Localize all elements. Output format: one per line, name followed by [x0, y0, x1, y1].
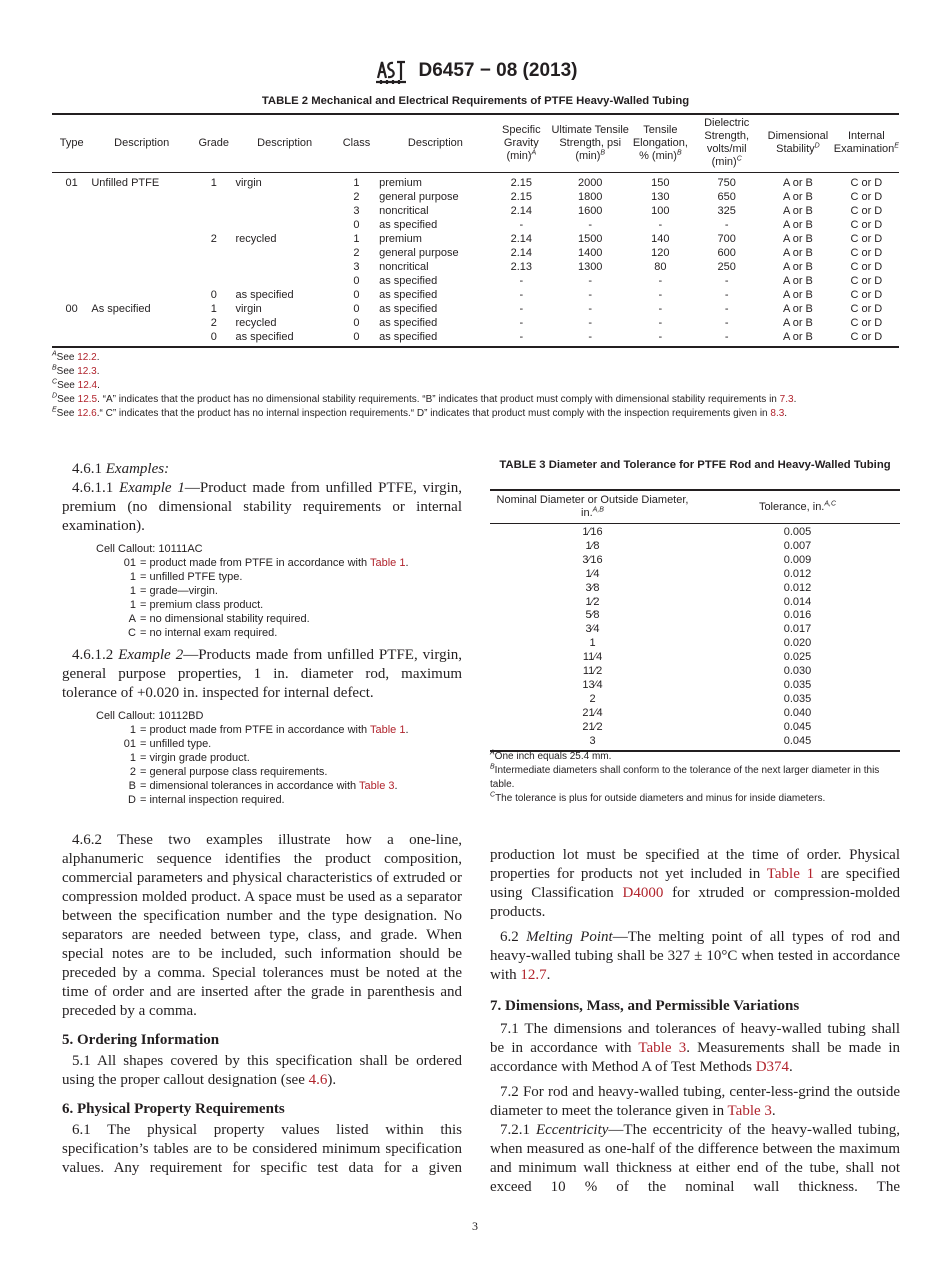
table2-cell-dim: A or B: [782, 191, 813, 203]
table2-cell-internal: C or D: [850, 289, 883, 301]
table2-cell-uts: 1600: [577, 205, 603, 217]
table2-cell-class: 0: [353, 219, 360, 231]
table2-cell-elong: -: [658, 289, 663, 301]
table2-footnotes: [52, 351, 902, 421]
table2-cell-elong: -: [658, 331, 663, 343]
section-7-1: 7.1 The dimensions and tolerances of heavy-walled tubing shall be in accordance with Table 3. Measurements shall be made in accordance with Method A of Test Methods D374.: [490, 1021, 900, 1075]
table2-col-header: Ultimate Tensile Strength, psi (min)$^B$: [551, 114, 630, 173]
table2-cell-elong: 140: [651, 233, 670, 245]
table3-cell-diameter: 3⁄4: [585, 623, 600, 636]
table2-cell-type-desc: As specified: [91, 303, 151, 315]
link-table-3[interactable]: Table 3: [638, 1040, 687, 1056]
table3-cell-tolerance: 0.030: [783, 665, 812, 678]
table2-cell-type-desc: [91, 190, 192, 204]
table2-cell-dim: A or B: [782, 317, 813, 329]
section-4-6-1-2: 4.6.1.2 Example 2—Products made from unfilled PTFE, virgin, general purpose properties, 1 in. diameter rod, maximum tolerance of +0.020 in. inspected for internal defect.: [62, 647, 462, 701]
table2-cell-dim: A or B: [782, 247, 813, 259]
table2-cell-type: [52, 274, 91, 288]
table2-cell-sg: -: [519, 219, 524, 231]
table2-cell-diel: 650: [717, 191, 736, 203]
link-table-1[interactable]: Table 1: [766, 866, 815, 882]
table2-cell-uts: 2000: [577, 177, 603, 189]
table2-cell-dim: A or B: [782, 331, 813, 343]
table2-footnote: $^E$See 12.6.“ C” indicates that the product has no internal inspection requirements.“ D” indicates that product must comply with the inspection requirements given in 8.3.: [52, 406, 788, 419]
table2-cell-grade-desc: recycled: [235, 317, 277, 329]
table2-cell-grade: [192, 260, 235, 274]
table2-cell-elong: 150: [651, 177, 670, 189]
callout-row: 1 = unfilled PTFE type.: [129, 571, 243, 583]
table3-header-row: [490, 490, 900, 524]
table2-col-header: Dielectric Strength, volts/mil (min)$^C$: [691, 114, 762, 173]
table3-footnote: $^B$Intermediate diameters shall conform to the tolerance of the next larger diameter in this table.: [490, 763, 880, 790]
callout-row: C = no internal exam required.: [128, 627, 278, 639]
callout-row: 2 = general purpose class requirements.: [129, 766, 328, 778]
table2-cell-internal: C or D: [850, 205, 883, 217]
table2-header-row: [52, 114, 899, 173]
page-number: 3: [472, 1219, 478, 1233]
table3-cell-diameter: 3⁄8: [585, 581, 600, 594]
table2-cell-grade-desc: virgin: [235, 303, 262, 315]
table2-cell-type-desc: [91, 330, 192, 347]
table-row: [52, 288, 899, 302]
table2-cell-uts: 1500: [577, 233, 603, 245]
table2-cell-uts: -: [588, 331, 593, 343]
table2-cell-internal: C or D: [850, 317, 883, 329]
table2-cell-class: 0: [353, 303, 360, 315]
table2-cell-sg: -: [519, 275, 524, 287]
table2-cell-internal: C or D: [850, 275, 883, 287]
table2-cell-uts: 1400: [577, 247, 603, 259]
table-row: [490, 707, 900, 721]
table2-cell-type: [52, 232, 91, 246]
cell-callout-example-1: [96, 542, 462, 640]
table3-cell-diameter: 5⁄8: [585, 609, 600, 622]
table2-cell-internal: C or D: [850, 331, 883, 343]
right-column: [490, 846, 900, 1197]
section-5-heading: 5. Ordering Information: [62, 1032, 220, 1048]
table2-cell-grade-desc: recycled: [235, 233, 277, 245]
table-row: [490, 735, 900, 751]
table2-cell-type-desc: [91, 316, 192, 330]
footnote-link[interactable]: 12.6: [77, 408, 97, 419]
section-6-1-continued: production lot must be specified at the time of order. Physical properties for products not yet included in Table 1 are specified using Classification D4000 for xtruded or compression-molded products.: [490, 847, 900, 920]
table3-cell-tolerance: 0.012: [783, 581, 812, 594]
table2-cell-diel: 600: [717, 247, 736, 259]
table2-cell-dim: A or B: [782, 177, 813, 189]
table2-cell-uts: -: [588, 275, 593, 287]
table3-cell-diameter: 1⁄4: [585, 567, 600, 580]
table2-cell-sg: 2.15: [510, 177, 533, 189]
table2-cell-sg: 2.14: [510, 233, 533, 245]
table2-cell-grade: [192, 190, 235, 204]
table2-cell-sg: 2.13: [510, 261, 533, 273]
document-id: D6457 − 08 (2013): [418, 60, 578, 81]
link-table[interactable]: Table 1: [370, 724, 406, 736]
callout-row: B = dimensional tolerances in accordance with Table 3.: [128, 780, 398, 792]
table2-cell-grade: 1: [210, 303, 217, 315]
table2-cell-grade: [192, 274, 235, 288]
callout-row: A = no dimensional stability required.: [128, 613, 310, 625]
table2-cell-class-desc: premium: [379, 233, 422, 245]
table-row: [490, 568, 900, 582]
section-4-6-1: 4.6.1 Examples:: [72, 461, 170, 477]
table2-cell-class-desc: as specified: [379, 303, 438, 315]
table3-cell-tolerance: 0.005: [783, 526, 812, 538]
table2-cell-grade: 2: [210, 233, 217, 245]
table-row: [490, 679, 900, 693]
table2-col-header: Description: [379, 114, 492, 173]
callout-row: 1 = premium class product.: [129, 599, 264, 611]
table2-cell-class-desc: as specified: [379, 331, 438, 343]
table2-cell-diel: -: [724, 219, 729, 231]
table3-cell-tolerance: 0.012: [783, 567, 812, 580]
table2-cell-type-desc: [91, 204, 192, 218]
table2-cell-grade: 2: [210, 317, 217, 329]
table3-cell-diameter: 11⁄2: [582, 665, 603, 678]
table-row: [52, 204, 899, 218]
table3-cell-diameter: 21⁄4: [582, 706, 603, 719]
table2-cell-diel: -: [724, 317, 729, 329]
table2-cell-diel: 750: [717, 177, 736, 189]
table3-cell-tolerance: 0.040: [783, 706, 812, 719]
footnote-link[interactable]: 12.2: [77, 352, 97, 363]
table2-col-header: Specific Gravity (min)$^A$: [492, 114, 551, 173]
table2-footnote: $^A$See 12.2.: [52, 350, 100, 363]
table2-cell-dim: A or B: [782, 303, 813, 315]
table2-cell-grade-desc: [235, 204, 333, 218]
table3-cell-diameter: 3⁄16: [582, 553, 603, 566]
section-6-heading: 6. Physical Property Requirements: [62, 1101, 285, 1117]
callout-row: 1 = product made from PTFE in accordance with Table 1.: [129, 724, 409, 736]
table2-cell-internal: C or D: [850, 261, 883, 273]
section-5-1: 5.1 All shapes covered by this specification shall be ordered using the proper callout designation (see 4.6).: [62, 1053, 462, 1088]
table2-cell-internal: C or D: [850, 177, 883, 189]
table2-cell-grade: [192, 204, 235, 218]
table-row: [490, 693, 900, 707]
table2-cell-class-desc: general purpose: [379, 247, 459, 259]
table3-cell-tolerance: 0.017: [783, 623, 812, 636]
table3-cell-diameter: 1⁄16: [582, 526, 603, 538]
table2-cell-type: [52, 246, 91, 260]
table3: [490, 489, 900, 752]
table3-cell-tolerance: 0.045: [783, 734, 812, 747]
link-table[interactable]: Table 1: [370, 557, 406, 569]
table2-cell-grade-desc: [235, 218, 333, 232]
table3-title: TABLE 3 Diameter and Tolerance for PTFE Rod and Heavy-Walled Tubing: [499, 459, 891, 471]
table2-cell-grade-desc: [235, 260, 333, 274]
table2-cell-type: 01: [65, 177, 78, 189]
table-row: [490, 637, 900, 651]
section-7-2-1: 7.2.1 Eccentricity—The eccentricity of the heavy-walled tubing, when measured as one-half of the difference between the maximum and minimum wall thickness at either end of the tube, shall not exceed 10 % of the nominal wall thickness. The: [490, 1122, 901, 1195]
table2-cell-elong: 80: [654, 261, 667, 273]
table2-cell-type: [52, 204, 91, 218]
callout-row: 1 = grade—virgin.: [129, 585, 218, 597]
table2-cell-grade: 0: [210, 289, 217, 301]
table-row: [52, 316, 899, 330]
table-row: [52, 246, 899, 260]
table-row: [52, 274, 899, 288]
table2-cell-grade-desc: virgin: [235, 177, 262, 189]
table-row: [52, 173, 899, 191]
table2-cell-grade: [192, 218, 235, 232]
table2-cell-diel: -: [724, 275, 729, 287]
table3-cell-tolerance: 0.020: [783, 637, 812, 650]
table2-cell-class: 1: [353, 233, 360, 245]
table2-cell-class-desc: general purpose: [379, 191, 459, 203]
table2-cell-class: 3: [353, 205, 360, 217]
footnote-link[interactable]: 12.3: [77, 366, 97, 377]
footnote-link[interactable]: 12.4: [77, 380, 98, 391]
table2-col-header: Class: [334, 114, 379, 173]
table3-cell-tolerance: 0.016: [783, 609, 812, 622]
table2-cell-class: 0: [353, 289, 360, 301]
table2-cell-type: [52, 330, 91, 347]
table2-cell-type: 00: [65, 303, 78, 315]
callout-row: D = internal inspection required.: [128, 794, 285, 806]
table3-footnote: $^A$One inch equals 25.4 mm.: [490, 749, 612, 762]
table2-cell-sg: -: [519, 303, 524, 315]
table2-cell-sg: -: [519, 317, 524, 329]
section-6-1: 6.1 The physical property values listed within this specification’s tables are to be considered minimum specification values. Any requirement for specific test data for a given: [62, 1122, 462, 1176]
table-row: [52, 232, 899, 246]
link-d374[interactable]: D374: [755, 1059, 790, 1075]
footnote-link[interactable]: 8.3: [770, 408, 785, 419]
table2-cell-type-desc: [91, 232, 192, 246]
callout-row: 1 = virgin grade product.: [129, 752, 250, 764]
table-row: [52, 330, 899, 347]
link-table-3[interactable]: Table 3: [727, 1103, 772, 1119]
table2-cell-type: [52, 288, 91, 302]
table3-footnote: $^C$The tolerance is plus for outside diameters and minus for inside diameters.: [490, 791, 826, 804]
table2-cell-class: 0: [353, 331, 360, 343]
table2-cell-uts: -: [588, 289, 593, 301]
table2-cell-diel: -: [724, 303, 729, 315]
table2-cell-uts: -: [588, 219, 593, 231]
table2-cell-grade-desc: as specified: [235, 331, 294, 343]
table2-cell-uts: -: [588, 317, 593, 329]
table2-cell-class-desc: noncritical: [379, 261, 429, 273]
table2-cell-grade-desc: [235, 190, 333, 204]
table2-cell-class-desc: as specified: [379, 275, 438, 287]
table2-cell-class-desc: premium: [379, 177, 422, 189]
cell-callout-example-2: [96, 709, 462, 807]
table-row: [490, 609, 900, 623]
section-7-2: 7.2 For rod and heavy-walled tubing, center-less-grind the outside diameter to meet the tolerance given in Table 3.: [490, 1084, 900, 1119]
table2-cell-elong: 100: [651, 205, 670, 217]
table3-footnotes: [490, 750, 902, 806]
link-12-7[interactable]: 12.7: [520, 967, 547, 983]
table2-cell-class: 0: [353, 275, 360, 287]
astm-logo-icon: [373, 56, 409, 86]
table2-cell-class-desc: as specified: [379, 317, 438, 329]
link-table[interactable]: Table 3: [359, 780, 395, 792]
table2-cell-grade: [192, 246, 235, 260]
table3-cell-diameter: 3: [589, 734, 596, 747]
table2-cell-dim: A or B: [782, 275, 813, 287]
table3-cell-tolerance: 0.045: [783, 720, 812, 733]
table3-cell-diameter: 1⁄2: [585, 595, 600, 608]
table2-cell-dim: A or B: [782, 289, 813, 301]
table2-cell-class-desc: as specified: [379, 219, 438, 231]
table2-cell-diel: 700: [717, 233, 736, 245]
table3-cell-tolerance: 0.014: [783, 595, 812, 608]
section-7-heading: 7. Dimensions, Mass, and Permissible Variations: [490, 998, 800, 1014]
table-row: [490, 623, 900, 637]
table2-cell-type-desc: [91, 218, 192, 232]
table2-cell-dim: A or B: [782, 261, 813, 273]
table2-cell-internal: C or D: [850, 303, 883, 315]
table2-cell-class: 0: [353, 317, 360, 329]
table2-cell-diel: 250: [717, 261, 736, 273]
table-row: [490, 665, 900, 679]
table3-cell-tolerance: 0.025: [783, 651, 812, 664]
callout-row: 01 = product made from PTFE in accordance with Table 1.: [123, 557, 409, 569]
table-row: [52, 218, 899, 232]
table2-col-header: Description: [91, 114, 192, 173]
table2-cell-class: 2: [353, 191, 360, 203]
table3-cell-diameter: 1: [589, 637, 596, 650]
table2-col-header: Tensile Elongation, % (min)$^B$: [630, 114, 692, 173]
table-row: [52, 302, 899, 316]
section-4-6-2: 4.6.2 These two examples illustrate how a one-line, alphanumeric sequence identifies the product composition, commercial parameters and physical characteristics of extruded or compression molded product. A space must be used as a separator between the specification number and the type designation. No separators are needed between type, class, and grade. When special notes are to be included, such information should be preceded by a comma. Special tolerances must be noted at the time of order and are inserted after the grade in parenthesis and preceded by a comma.: [62, 832, 462, 1019]
table2-cell-elong: 130: [651, 191, 670, 203]
table2-cell-sg: 2.14: [510, 247, 533, 259]
table2-title: TABLE 2 Mechanical and Electrical Requirements of PTFE Heavy-Walled Tubing: [261, 95, 690, 107]
table2-col-header: Type: [52, 114, 91, 173]
table2-cell-type-desc: Unfilled PTFE: [91, 177, 160, 189]
table3-cell-diameter: 13⁄4: [582, 678, 603, 691]
link-4-6[interactable]: 4.6: [308, 1072, 328, 1088]
table2-cell-uts: 1300: [577, 261, 603, 273]
table2-cell-type: [52, 260, 91, 274]
left-column: [62, 460, 462, 1178]
table2-cell-diel: 325: [717, 205, 736, 217]
table2-footnote: $^D$See 12.5. “A” indicates that the product has no dimensional stability requirements. “B” indicates that product must comply with dimensional stability requirements in 7.3.: [52, 392, 797, 405]
table2-cell-type-desc: [91, 260, 192, 274]
table3-cell-tolerance: 0.007: [783, 539, 812, 552]
table2-cell-class-desc: as specified: [379, 289, 438, 301]
table-row: [490, 651, 900, 665]
section-4-6-1-1: 4.6.1.1 Example 1—Product made from unfilled PTFE, virgin, premium (no dimensional stability requirements or internal examination).: [62, 480, 463, 534]
table3-cell-diameter: 21⁄2: [582, 720, 603, 733]
table2-cell-grade-desc: [235, 246, 333, 260]
page-header: [0, 56, 950, 86]
callout-row: 01 = unfilled type.: [123, 738, 212, 750]
table-row: [490, 582, 900, 596]
table2-cell-class: 2: [353, 247, 360, 259]
table-row: [52, 190, 899, 204]
table2-cell-class-desc: noncritical: [379, 205, 429, 217]
table2-cell-diel: -: [724, 331, 729, 343]
table3-cell-diameter: 1⁄8: [585, 539, 600, 552]
table2-cell-type-desc: [91, 288, 192, 302]
table3-col-diameter: Nominal Diameter or Outside Diameter, in.$^{A,B}$: [490, 490, 695, 524]
table3-cell-tolerance: 0.035: [783, 692, 812, 705]
table2-cell-grade-desc: [235, 274, 333, 288]
table2-cell-dim: A or B: [782, 233, 813, 245]
table-row: [490, 554, 900, 568]
table2-cell-sg: -: [519, 289, 524, 301]
table2: [52, 113, 899, 348]
table3-cell-tolerance: 0.035: [783, 678, 812, 691]
table2-cell-sg: -: [519, 331, 524, 343]
table2-cell-type: [52, 316, 91, 330]
table2-col-header: Dimensional Stability$^D$: [762, 114, 834, 173]
table2-footnote: $^B$See 12.3.: [52, 364, 100, 377]
table2-cell-elong: -: [658, 219, 663, 231]
callout-heading: Cell Callout: 10111AC: [96, 543, 203, 555]
table2-cell-internal: C or D: [850, 191, 883, 203]
table2-cell-type-desc: [91, 246, 192, 260]
table2-cell-elong: 120: [651, 247, 670, 259]
table2-cell-dim: A or B: [782, 219, 813, 231]
callout-heading: Cell Callout: 10112BD: [96, 710, 204, 722]
table2-cell-type: [52, 218, 91, 232]
table2-cell-sg: 2.14: [510, 205, 533, 217]
table2-cell-internal: C or D: [850, 219, 883, 231]
section-6-2: 6.2 Melting Point—The melting point of all types of rod and heavy-walled tubing shall be 327 ± 10°C when tested in accordance with 12.7.: [490, 929, 901, 983]
table2-cell-grade-desc: as specified: [235, 289, 294, 301]
table2-cell-grade: 1: [210, 177, 217, 189]
table2-cell-internal: C or D: [850, 233, 883, 245]
table3-col-tolerance: Tolerance, in.$^{A,C}$: [695, 490, 900, 524]
table2-col-header: Internal Examination$^E$: [834, 114, 899, 173]
footnote-link[interactable]: 12.5: [77, 394, 98, 405]
table2-cell-uts: 1800: [577, 191, 603, 203]
table3-cell-diameter: 2: [589, 692, 596, 705]
table2-cell-class: 3: [353, 261, 360, 273]
table-row: [490, 596, 900, 610]
table2-cell-diel: -: [724, 289, 729, 301]
table2-cell-uts: -: [588, 303, 593, 315]
table-row: [52, 260, 899, 274]
table-row: [490, 721, 900, 735]
table-row: [490, 540, 900, 554]
table2-cell-sg: 2.15: [510, 191, 533, 203]
table2-cell-internal: C or D: [850, 247, 883, 259]
table-row: [490, 524, 900, 540]
table2-cell-elong: -: [658, 303, 663, 315]
table2-footnote: $^C$See 12.4.: [52, 378, 100, 391]
table2-cell-class: 1: [353, 177, 360, 189]
table3-cell-tolerance: 0.009: [783, 553, 812, 566]
table2-col-header: Grade: [192, 114, 235, 173]
footnote-link[interactable]: 7.3: [779, 394, 794, 405]
table3-cell-diameter: 11⁄4: [582, 651, 603, 664]
table2-cell-type: [52, 190, 91, 204]
table2-cell-type-desc: [91, 274, 192, 288]
link-d4000[interactable]: D4000: [622, 885, 664, 901]
table2-cell-grade: 0: [210, 331, 217, 343]
table2-cell-dim: A or B: [782, 205, 813, 217]
table2-cell-elong: -: [658, 275, 663, 287]
table2-cell-elong: -: [658, 317, 663, 329]
table2-col-header: Description: [235, 114, 333, 173]
